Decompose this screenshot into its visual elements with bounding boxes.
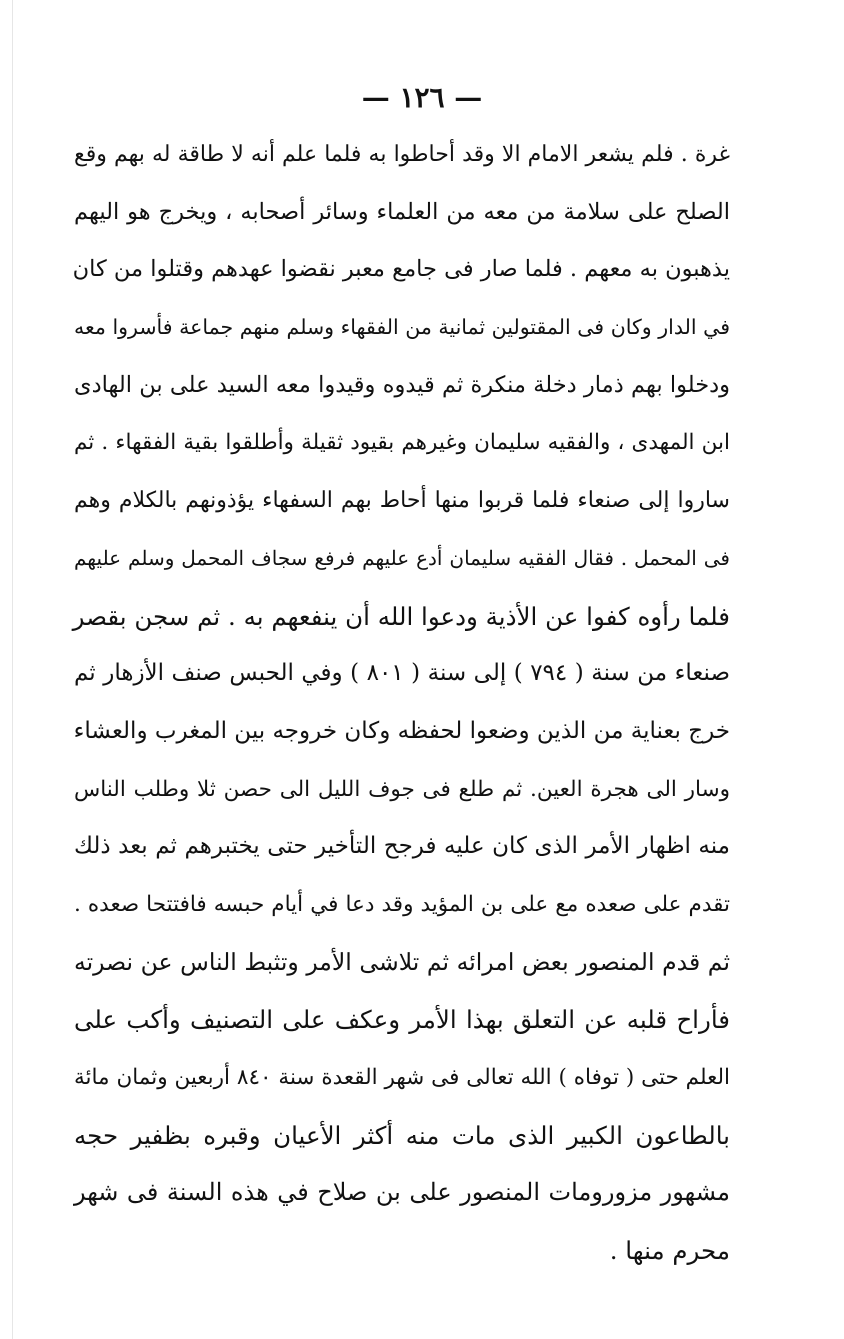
text-line: تقدم على صعده مع على بن المؤيد وقد دعا في أيام حبسه فافتتحا صعده . bbox=[74, 891, 730, 917]
text-line: يذهبون به معهم . فلما صار فى جامع معبر نقضوا عهدهم وقتلوا من كان bbox=[72, 256, 730, 283]
text-line: غرة . فلم يشعر الامام الا وقد أحاطوا به فلما علم أنه لا طاقة له بهم وقع bbox=[74, 142, 730, 167]
text-line: الصلح على سلامة من معه من العلماء وسائر أصحابه ، ويخرج هو اليهم bbox=[74, 198, 730, 225]
text-line: مشهور مزورومات المنصور على بن صلاح في هذه السنة فى شهر bbox=[74, 1178, 730, 1207]
text-line: بالطاعون الكبير الذى مات منه أكثر الأعيان وقبره بظفير حجه bbox=[74, 1120, 730, 1150]
text-line: ثم قدم المنصور بعض امرائه ثم تلاشى الأمر وتثبط الناس عن نصرته bbox=[74, 947, 730, 976]
text-line: العلم حتى ( توفاه ) الله تعالى فى شهر القعدة سنة ٨٤٠ أربعين وثمان مائة bbox=[74, 1065, 730, 1090]
text-line: فلما رأوه كفوا عن الأذية ودعوا الله أن ينفعهم به . ثم سجن بقصر bbox=[72, 601, 730, 631]
text-line: صنعاء من سنة ( ٧٩٤ ) إلى سنة ( ٨٠١ ) وفي الحبس صنف الأزهار ثم bbox=[74, 660, 730, 687]
text-line: منه اظهار الأمر الذى كان عليه فرجح التأخير حتى يختبرهم ثم بعد ذلك bbox=[74, 833, 730, 860]
page-body-text bbox=[74, 126, 730, 1280]
page-edge bbox=[12, 0, 13, 1339]
text-line: ودخلوا بهم ذمار دخلة منكرة ثم قيدوه وقيدوا معه السيد على بن الهادى bbox=[74, 371, 730, 398]
text-line: فأراح قلبه عن التعلق بهذا الأمر وعكف على التصنيف وأكب على bbox=[74, 1005, 730, 1035]
text-line: فى المحمل . فقال الفقيه سليمان أدع عليهم فرفع سجاف المحمل وسلم عليهم bbox=[74, 545, 730, 570]
page-number-header: — ١٢٦ — bbox=[361, 81, 483, 114]
text-line: ابن المهدى ، والفقيه سليمان وغيرهم بقيود ثقيلة وأطلقوا بقية الفقهاء . ثم bbox=[74, 430, 730, 456]
text-line: ساروا إلى صنعاء فلما قربوا منها أحاط بهم السفهاء يؤذونهم بالكلام وهم bbox=[74, 488, 730, 514]
text-line: خرج بعناية من الذين وضعوا لحفظه وكان خروجه بين المغرب والعشاء bbox=[73, 717, 730, 744]
text-line: وسار الى هجرة العين. ثم طلع فى جوف الليل الى حصن ثلا وطلب الناس bbox=[74, 776, 730, 802]
text-line-last: محرم منها . bbox=[609, 1236, 730, 1266]
text-line: في الدار وكان فى المقتولين ثمانية من الفقهاء وسلم منهم جماعة فأسروا معه bbox=[74, 315, 730, 340]
